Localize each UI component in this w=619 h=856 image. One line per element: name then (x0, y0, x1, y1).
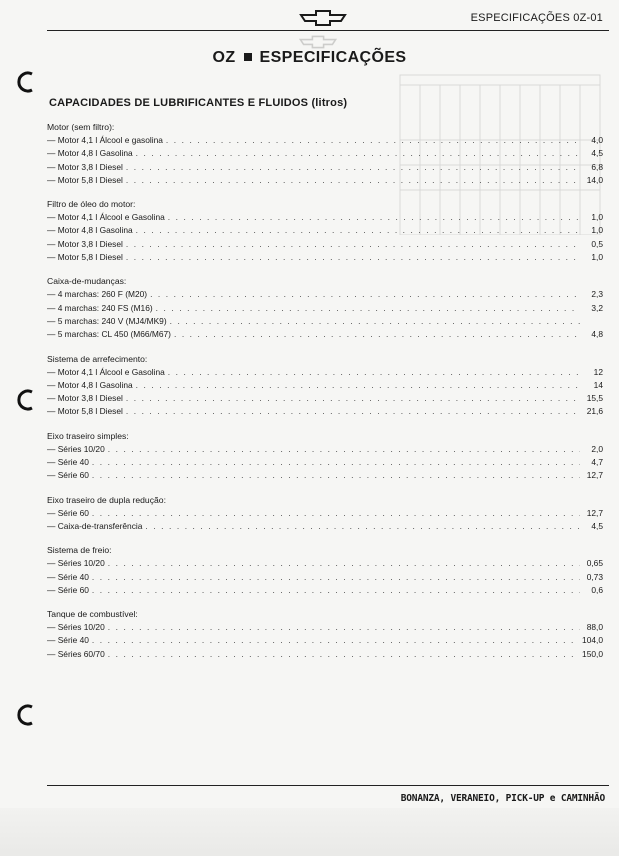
spec-value: 4,5 (591, 520, 603, 531)
spec-label: — Séries 10/20 (47, 443, 105, 454)
spec-row (47, 634, 603, 647)
spec-label: — 4 marchas: 240 FS (M16) (47, 302, 153, 313)
spec-value: 1,0 (591, 212, 603, 223)
scan-edge-shadow (0, 808, 619, 856)
header-rule (47, 30, 609, 31)
spec-value: 4,0 (591, 135, 603, 145)
spec-label: — 5 marchas: CL 450 (M66/M67) (47, 329, 171, 340)
dot-leader (126, 392, 580, 405)
spec-label: — Caixa-de-transferência (47, 520, 143, 531)
spec-label: — Motor 4,1 l Álcool e gasolina (47, 135, 163, 145)
spec-label: — Série 60 (47, 507, 89, 518)
dot-leader (108, 648, 579, 661)
spec-row (47, 456, 603, 469)
spec-row (47, 584, 603, 597)
dot-leader (136, 224, 580, 237)
spec-group (47, 197, 603, 264)
dot-leader (156, 302, 580, 315)
dot-leader (174, 328, 580, 341)
dot-leader (168, 366, 580, 379)
group-title: Eixo traseiro simples: (47, 430, 129, 441)
spec-value: 6,8 (591, 161, 603, 172)
spec-value: 0,6 (591, 584, 603, 595)
dot-leader (126, 161, 580, 174)
group-title: Caixa-de-mudanças: (47, 276, 127, 287)
spec-value: 0,73 (586, 571, 603, 582)
spec-label: — Motor 4,8 l Gasolina (47, 148, 133, 159)
spec-value: 1,0 (591, 225, 603, 236)
group-title: Filtro de óleo do motor: (47, 199, 136, 210)
spec-value: 2,3 (591, 289, 603, 300)
spec-value: 2,0 (591, 443, 603, 454)
spec-value: 0,5 (591, 238, 603, 249)
spec-value: 88,0 (586, 622, 603, 633)
group-title: Sistema de freio: (47, 545, 112, 556)
dot-leader (92, 584, 580, 597)
capacity-list (47, 120, 603, 671)
spec-value: 0,65 (586, 558, 603, 569)
binder-hole-icon (14, 703, 38, 727)
bleed-through-logo-icon (298, 34, 338, 50)
dot-leader (126, 174, 580, 187)
spec-row (47, 211, 603, 224)
spec-label: — Motor 4,8 l Gasolina (47, 379, 133, 390)
dot-leader (92, 469, 580, 482)
spec-label: — Motor 5,8 l Diesel (47, 406, 123, 417)
dot-leader (92, 571, 580, 584)
spec-group (47, 352, 603, 419)
footer-rule (47, 785, 609, 786)
spec-row (47, 557, 603, 570)
spec-label: — 5 marchas: 240 V (MJ4/MK9) (47, 315, 167, 326)
spec-label: — Motor 5,8 l Diesel (47, 174, 123, 185)
spec-row (47, 379, 603, 392)
title-text: ESPECIFICAÇÕES (259, 49, 407, 66)
spec-row (47, 251, 603, 264)
spec-row (47, 469, 603, 482)
group-title: Eixo traseiro de dupla redução: (47, 494, 166, 505)
dot-leader (92, 634, 579, 647)
dot-leader (92, 507, 580, 520)
spec-label: — Séries 10/20 (47, 622, 105, 633)
spec-label: — Séries 10/20 (47, 558, 105, 569)
spec-value: 4,5 (591, 148, 603, 159)
spec-row (47, 520, 603, 533)
spec-value: 21,6 (586, 406, 603, 417)
spec-row (47, 405, 603, 418)
spec-row (47, 224, 603, 237)
spec-row (47, 366, 603, 379)
chevrolet-bowtie-icon (299, 8, 347, 28)
spec-row (47, 648, 603, 661)
binder-hole-icon (14, 70, 38, 94)
spec-row (47, 621, 603, 634)
spec-row (47, 507, 603, 520)
spec-value: 3,2 (591, 302, 603, 313)
footer-vehicle-models: BONANZA, VERANEIO, PICK-UP e CAMINHÃO (400, 793, 605, 804)
spec-group (47, 543, 603, 597)
spec-label: — Motor 4,1 l Álcool e Gasolina (47, 212, 165, 223)
dot-leader (166, 134, 580, 147)
spec-value: 1,0 (591, 252, 603, 263)
spec-row (47, 238, 603, 251)
square-bullet-icon (244, 53, 252, 61)
spec-group (47, 429, 603, 483)
dot-leader (108, 557, 580, 570)
group-title: Tanque de combustível: (47, 609, 138, 620)
spec-label: — Séries 60/70 (47, 648, 105, 659)
dot-leader (126, 405, 580, 418)
spec-value: 4,7 (591, 457, 603, 468)
spec-value: 12,7 (586, 507, 603, 518)
section-title: CAPACIDADES DE LUBRIFICANTES E FLUIDOS (litros) (49, 97, 348, 109)
dot-leader (108, 621, 580, 634)
spec-value: 4,8 (591, 329, 603, 340)
spec-row (47, 302, 603, 315)
spec-label: — Motor 4,1 l Álcool e Gasolina (47, 366, 165, 377)
spec-label: — Motor 3,8 l Diesel (47, 238, 123, 249)
spec-label: — Motor 5,8 l Diesel (47, 252, 123, 263)
spec-value: 12 (593, 366, 603, 377)
spec-row (47, 443, 603, 456)
spec-row (47, 571, 603, 584)
spec-group (47, 493, 603, 534)
spec-row (47, 288, 603, 301)
spec-group (47, 607, 603, 661)
spec-label: — Motor 4,8 l Gasolina (47, 225, 133, 236)
spec-label: — Série 40 (47, 457, 89, 468)
spec-label: — 4 marchas: 260 F (M20) (47, 289, 148, 300)
group-title: Motor (sem filtro): (47, 122, 115, 132)
dot-leader (136, 147, 580, 160)
binder-hole-icon (14, 388, 38, 412)
spec-row (47, 392, 603, 405)
title-code: OZ (212, 49, 236, 66)
spec-row (47, 161, 603, 174)
dot-leader (126, 251, 580, 264)
spec-row (47, 315, 603, 328)
page-title (0, 49, 619, 67)
dot-leader (126, 238, 580, 251)
spec-label: — Série 40 (47, 635, 89, 646)
dot-leader (145, 520, 580, 533)
spec-value: 14,0 (586, 174, 603, 185)
spec-label: — Série 60 (47, 470, 89, 481)
spec-value: 12,7 (586, 470, 603, 481)
dot-leader (150, 288, 580, 301)
dot-leader (136, 379, 580, 392)
spec-row (47, 328, 603, 341)
dot-leader (170, 315, 580, 328)
spec-label: — Série 40 (47, 571, 89, 582)
spec-row (47, 134, 603, 147)
spec-value: 150,0 (582, 648, 603, 659)
page-header-label: ESPECIFICAÇÕES 0Z-01 (470, 12, 603, 24)
spec-label: — Motor 3,8 l Diesel (47, 161, 123, 172)
spec-row (47, 174, 603, 187)
spec-group (47, 120, 603, 187)
spec-value: 104,0 (582, 635, 603, 646)
spec-value: 15,5 (586, 393, 603, 404)
spec-label: — Série 60 (47, 584, 89, 595)
spec-label: — Motor 3,8 l Diesel (47, 393, 123, 404)
group-title: Sistema de arrefecimento: (47, 353, 148, 364)
spec-value: 14 (593, 379, 603, 390)
dot-leader (108, 443, 580, 456)
spec-row (47, 147, 603, 160)
dot-leader (168, 211, 580, 224)
dot-leader (92, 456, 580, 469)
spec-group (47, 274, 603, 341)
